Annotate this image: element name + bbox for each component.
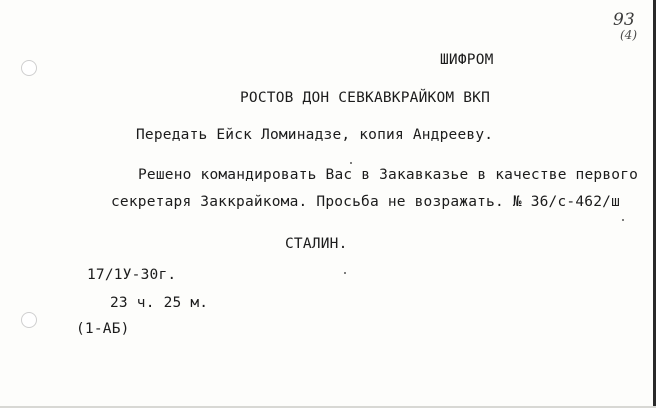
message-body-line-2: секретаря Заккрайкома. Просьба не возражать. № 36/с-462/ш — [111, 194, 620, 210]
signature: СТАЛИН. — [285, 236, 348, 252]
classification-mark: ШИФРОМ — [440, 52, 494, 68]
archive-page-number: 93 — [613, 10, 635, 30]
archive-sub-mark: (4) — [620, 28, 637, 42]
paper-speck — [350, 162, 352, 164]
transmit-instruction: Передать Ейск Ломинадзе, копия Андрееву. — [136, 127, 494, 143]
time-stamp: 23 ч. 25 м. — [110, 295, 209, 311]
punch-hole-bottom — [21, 312, 37, 328]
punch-hole-top — [21, 60, 37, 76]
message-body-line-1: Решено командировать Вас в Закавказье в качестве первого — [138, 167, 639, 183]
transmission-code: (1-АБ) — [76, 321, 130, 337]
paper-speck — [344, 272, 346, 274]
date-stamp: 17/1У-30г. — [87, 267, 177, 283]
paper-speck — [622, 219, 624, 221]
addressee-line: РОСТОВ ДОН СЕВКАВКРАЙКОМ ВКП — [240, 90, 491, 106]
